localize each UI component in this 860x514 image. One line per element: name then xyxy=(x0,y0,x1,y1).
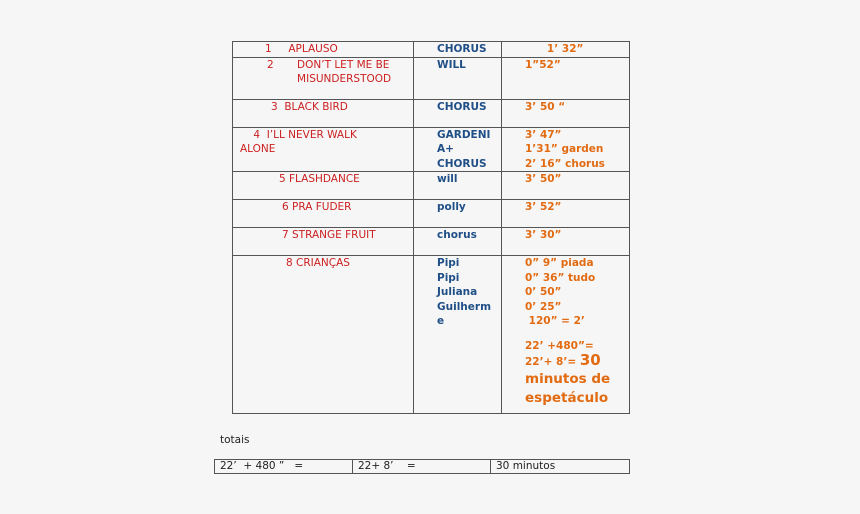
totals-row xyxy=(215,460,630,474)
performer-cell-line: Pipi xyxy=(437,271,460,284)
song-cell xyxy=(233,256,414,414)
performer-cell-line: WILL xyxy=(437,58,466,71)
performer-cell-line: GARDENI xyxy=(437,128,491,141)
setlist-row xyxy=(233,99,630,127)
song-cell-line: 4 I’LL NEVER WALK xyxy=(240,128,357,141)
setlist-row xyxy=(233,42,630,58)
summary-line-1: 22’ +480”= xyxy=(525,339,594,352)
time-cell-line: 3’ 52” xyxy=(525,201,562,213)
performer-cell-line: Guilherm xyxy=(437,300,492,313)
song-cell xyxy=(233,57,414,99)
performer-cell-line: will xyxy=(437,173,458,185)
performer-cell-line: CHORUS xyxy=(437,157,487,170)
totals-cell-1: 22’ + 480 ” = xyxy=(215,460,353,474)
song-cell-line: ALONE xyxy=(240,143,276,155)
time-cell xyxy=(502,200,630,228)
song-cell-line: 5 FLASHDANCE xyxy=(279,173,360,185)
song-cell-line: 7 STRANGE FRUIT xyxy=(282,229,376,241)
song-cell xyxy=(233,99,414,127)
song-cell-line: 6 PRA FUDER xyxy=(282,201,352,213)
time-cell-line: 3’ 30” xyxy=(525,229,562,241)
performer-cell-line: CHORUS xyxy=(437,43,487,55)
totals-cell-2: 22+ 8’ = xyxy=(353,460,491,474)
summary-line4: espetáculo xyxy=(525,390,609,406)
time-cell-line: 1”52” xyxy=(525,58,561,71)
song-cell xyxy=(233,200,414,228)
performer-cell xyxy=(414,228,502,256)
setlist-table xyxy=(232,41,630,414)
time-cell-line: 2’ 16” chorus xyxy=(525,157,605,170)
performer-cell-line: Pipi xyxy=(437,257,460,269)
song-cell xyxy=(233,127,414,172)
performer-cell-line: Juliana xyxy=(437,286,478,298)
time-cell-line: 1’31” garden xyxy=(525,143,604,155)
time-cell-line: 120” = 2’ xyxy=(525,315,585,327)
setlist-row xyxy=(233,200,630,228)
time-cell-line: 0’ 50” xyxy=(525,286,562,298)
time-cell-line: 0” 9” piada xyxy=(525,257,594,269)
setlist-row xyxy=(233,127,630,172)
performer-cell-line: e xyxy=(437,315,445,327)
setlist-row xyxy=(233,57,630,99)
time-cell xyxy=(502,172,630,200)
performer-cell xyxy=(414,256,502,414)
time-cell-line: 3’ 50 “ xyxy=(525,100,566,113)
summary-total-number: 30 xyxy=(579,351,601,369)
totals-cell-3: 30 minutos xyxy=(491,460,630,474)
setlist-row xyxy=(233,172,630,200)
song-cell-line: 3 BLACK BIRD xyxy=(271,100,348,113)
summary-line3: minutos de xyxy=(525,370,611,387)
song-cell xyxy=(233,172,414,200)
totals-label: totais xyxy=(220,434,250,446)
spacer xyxy=(525,329,629,339)
performer-cell-line: A+ xyxy=(437,143,454,155)
performer-cell-line: polly xyxy=(437,201,466,213)
performer-cell xyxy=(414,42,502,58)
summary-line-2-prefix: 22’+ 8’= xyxy=(525,356,580,368)
summary-line-2 xyxy=(525,353,629,370)
performer-cell xyxy=(414,99,502,127)
song-cell-line: MISUNDERSTOOD xyxy=(267,73,392,85)
song-cell-line: 2 DON’T LET ME BE xyxy=(267,58,390,71)
time-cell xyxy=(502,228,630,256)
song-cell xyxy=(233,42,414,58)
performer-cell xyxy=(414,200,502,228)
time-cell-line: 0’ 25” xyxy=(525,300,562,313)
totals-table xyxy=(214,459,630,474)
time-cell-line: 3’ 50” xyxy=(525,173,562,185)
song-cell xyxy=(233,228,414,256)
setlist-body xyxy=(233,42,630,414)
performer-cell xyxy=(414,127,502,172)
performer-cell-line: chorus xyxy=(437,229,477,241)
performer-cell xyxy=(414,172,502,200)
song-cell-line: 8 CRIANÇAS xyxy=(286,257,350,269)
setlist-row xyxy=(233,228,630,256)
song-cell-line: 1 APLAUSO xyxy=(265,43,338,55)
performer-cell-line: CHORUS xyxy=(437,100,487,113)
time-cell xyxy=(502,57,630,99)
time-cell-line: 3’ 47” xyxy=(525,128,562,141)
setlist-row xyxy=(233,256,630,414)
time-cell xyxy=(502,127,630,172)
time-cell-line: 1’ 32” xyxy=(525,43,584,55)
performer-cell xyxy=(414,57,502,99)
time-cell-line: 0” 36” tudo xyxy=(525,271,596,284)
time-cell xyxy=(502,256,630,414)
time-cell xyxy=(502,99,630,127)
time-cell xyxy=(502,42,630,58)
